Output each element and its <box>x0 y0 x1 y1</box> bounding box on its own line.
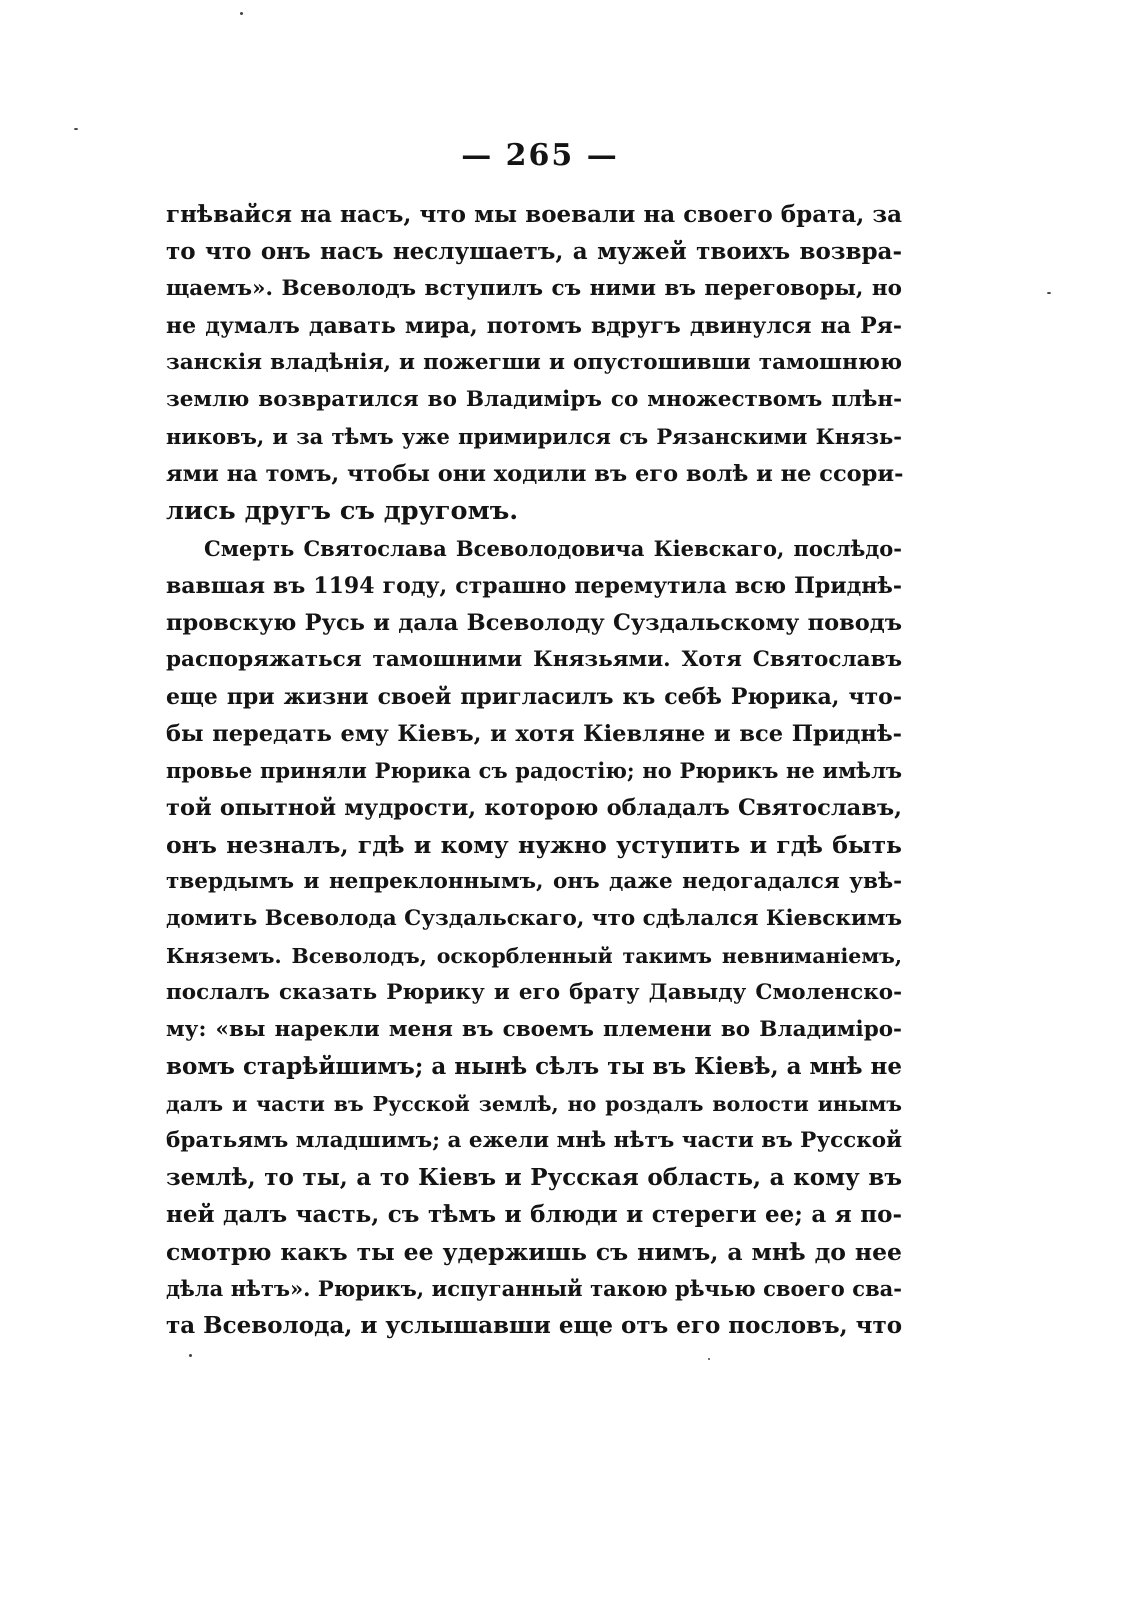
text-line: еще при жизни своей пригласилъ къ себѣ Рюрика, что- <box>166 684 902 710</box>
text-line: смотрю какъ ты ее удержишь съ нимъ, а мнѣ до нее <box>166 1238 902 1266</box>
text-line: братьямъ младшимъ; а ежели мнѣ нѣтъ части въ Русской <box>166 1128 903 1153</box>
text-line: бы передать ему Кіевъ, и хотя Кіевляне и все Приднѣ- <box>166 721 902 747</box>
text-line: онъ незналъ, гдѣ и кому нужно уступить и гдѣ быть <box>166 831 902 859</box>
text-line: землю возвратился во Владиміръ со множествомъ плѣн- <box>166 387 902 412</box>
text-line: дѣла нѣтъ». Рюрикъ, испуганный такою рѣчью своего сва- <box>166 1276 902 1301</box>
text-line: распоряжаться тамошними Князьями. Хотя Святославъ <box>166 647 902 672</box>
text-line: гнѣвайся на насъ, что мы воевали на своего брата, за <box>166 201 902 228</box>
text-line: твердымъ и непреклоннымъ, онъ даже недогадался увѣ- <box>166 869 902 894</box>
text-line: щаемъ». Всеволодъ вступилъ съ ними въ переговоры, но <box>166 276 902 301</box>
text-line: послалъ сказать Рюрику и его брату Давыду Смоленско- <box>166 980 902 1005</box>
text-line: домить Всеволода Суздальскаго, что сдѣлался Кіевскимъ <box>166 906 903 931</box>
text-line: вомъ старѣйшимъ; а нынѣ сѣлъ ты въ Кіевѣ, а мнѣ не <box>166 1053 902 1080</box>
text-line-paragraph-end: лись другъ съ другомъ. <box>166 496 519 526</box>
page-number: — 265 — <box>461 138 619 173</box>
text-line: то что онъ насъ неслушаетъ, а мужей твоихъ возвра- <box>166 238 902 265</box>
text-line: той опытной мудрости, которою обладалъ Святославъ, <box>166 795 902 821</box>
text-line-paragraph-start: Смерть Святослава Всеволодовича Кіевскаго, послѣдо- <box>204 536 902 561</box>
text-line: провскую Русь и дала Всеволоду Суздальскому поводъ <box>166 610 902 636</box>
text-line: никовъ, и за тѣмъ уже примирился съ Рязанскими Князь- <box>166 424 902 449</box>
text-line: ней далъ часть, съ тѣмъ и блюди и стереги ее; а я по- <box>166 1201 902 1228</box>
text-line: та Всеволода, и услышавши еще отъ его пословъ, что <box>166 1312 903 1339</box>
text-line: провье приняли Рюрика съ радостію; но Рюрикъ не имѣлъ <box>166 758 902 783</box>
text-line: вавшая въ 1194 году, страшно перемутила всю Приднѣ- <box>166 573 902 599</box>
text-line: ями на томъ, чтобы они ходили въ его волѣ и не ссори- <box>166 461 904 487</box>
text-line: му: «вы нарекли меня въ своемъ племени во Владиміро- <box>166 1017 902 1042</box>
text-line: далъ и части въ Русской землѣ, но роздалъ волости инымъ <box>166 1092 902 1116</box>
text-line: занскія владѣнія, и пожегши и опустошивши тамошнюю <box>166 350 902 375</box>
text-line: не думалъ давать мира, потомъ вдругъ двинулся на Ря- <box>166 313 902 339</box>
scan-speck <box>708 1358 710 1360</box>
text-line: землѣ, то ты, а то Кіевъ и Русская область, а кому въ <box>166 1164 902 1191</box>
text-line: Княземъ. Всеволодъ, оскорбленный такимъ невниманіемъ, <box>166 944 902 968</box>
scan-speck <box>189 1354 192 1357</box>
scan-speck <box>240 12 243 15</box>
scan-speck <box>1047 292 1051 294</box>
scan-speck <box>74 128 78 130</box>
